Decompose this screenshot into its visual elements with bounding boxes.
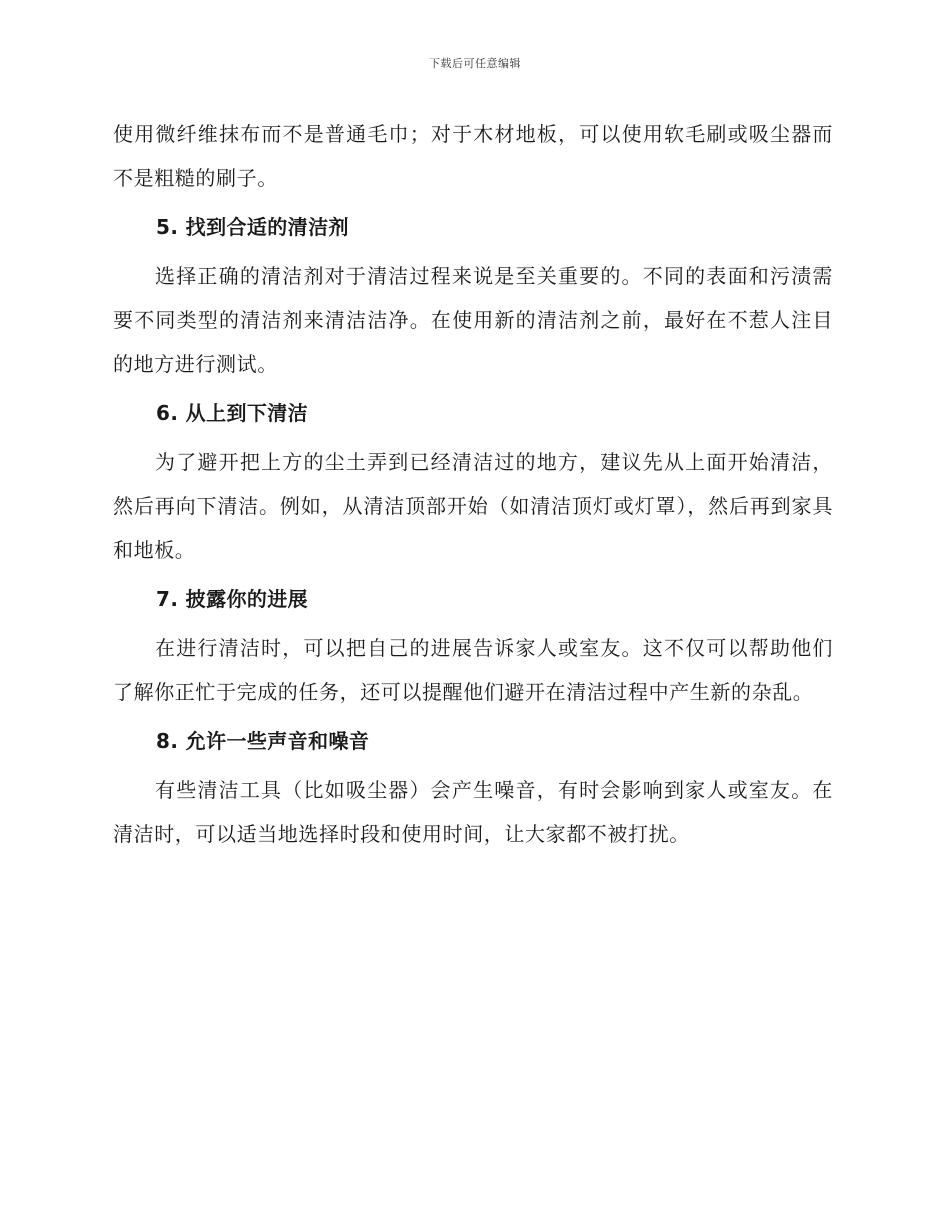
section-heading: 6. 从上到下清洁 — [156, 401, 309, 425]
section-body: 选择正确的清洁剂对于清洁过程来说是至关重要的。不同的表面和污渍需要不同类型的清洁剂来清洁洁净。在使用新的清洁剂之前，最好在不惹人注目的地方进行测试。 — [113, 264, 833, 376]
section-body: 为了避开把上方的尘土弄到已经清洁过的地方，建议先从上面开始清洁，然后再向下清洁。例如，从清洁顶部开始（如清洁顶灯或灯罩），然后再到家具和地板。 — [113, 450, 833, 562]
intro-paragraph: 使用微纤维抹布而不是普通毛巾；对于木材地板，可以使用软毛刷或吸尘器而不是粗糙的刷子。 — [113, 122, 833, 190]
section-6 — [113, 396, 833, 572]
document-body — [113, 112, 833, 856]
page-header-note: 下载后可任意编辑 — [429, 57, 521, 70]
section-heading: 7. 披露你的进展 — [156, 587, 309, 611]
section-heading: 8. 允许一些声音和噪音 — [156, 729, 370, 753]
section-7 — [113, 582, 833, 714]
section-heading: 5. 找到合适的清洁剂 — [156, 215, 349, 239]
section-body: 有些清洁工具（比如吸尘器）会产生噪音，有时会影响到家人或室友。在清洁时，可以适当地选择时段和使用时间，让大家都不被打扰。 — [113, 778, 833, 846]
section-5 — [113, 210, 833, 386]
section-body: 在进行清洁时，可以把自己的进展告诉家人或室友。这不仅可以帮助他们了解你正忙于完成的任务，还可以提醒他们避开在清洁过程中产生新的杂乱。 — [113, 636, 833, 704]
section-8 — [113, 724, 833, 856]
